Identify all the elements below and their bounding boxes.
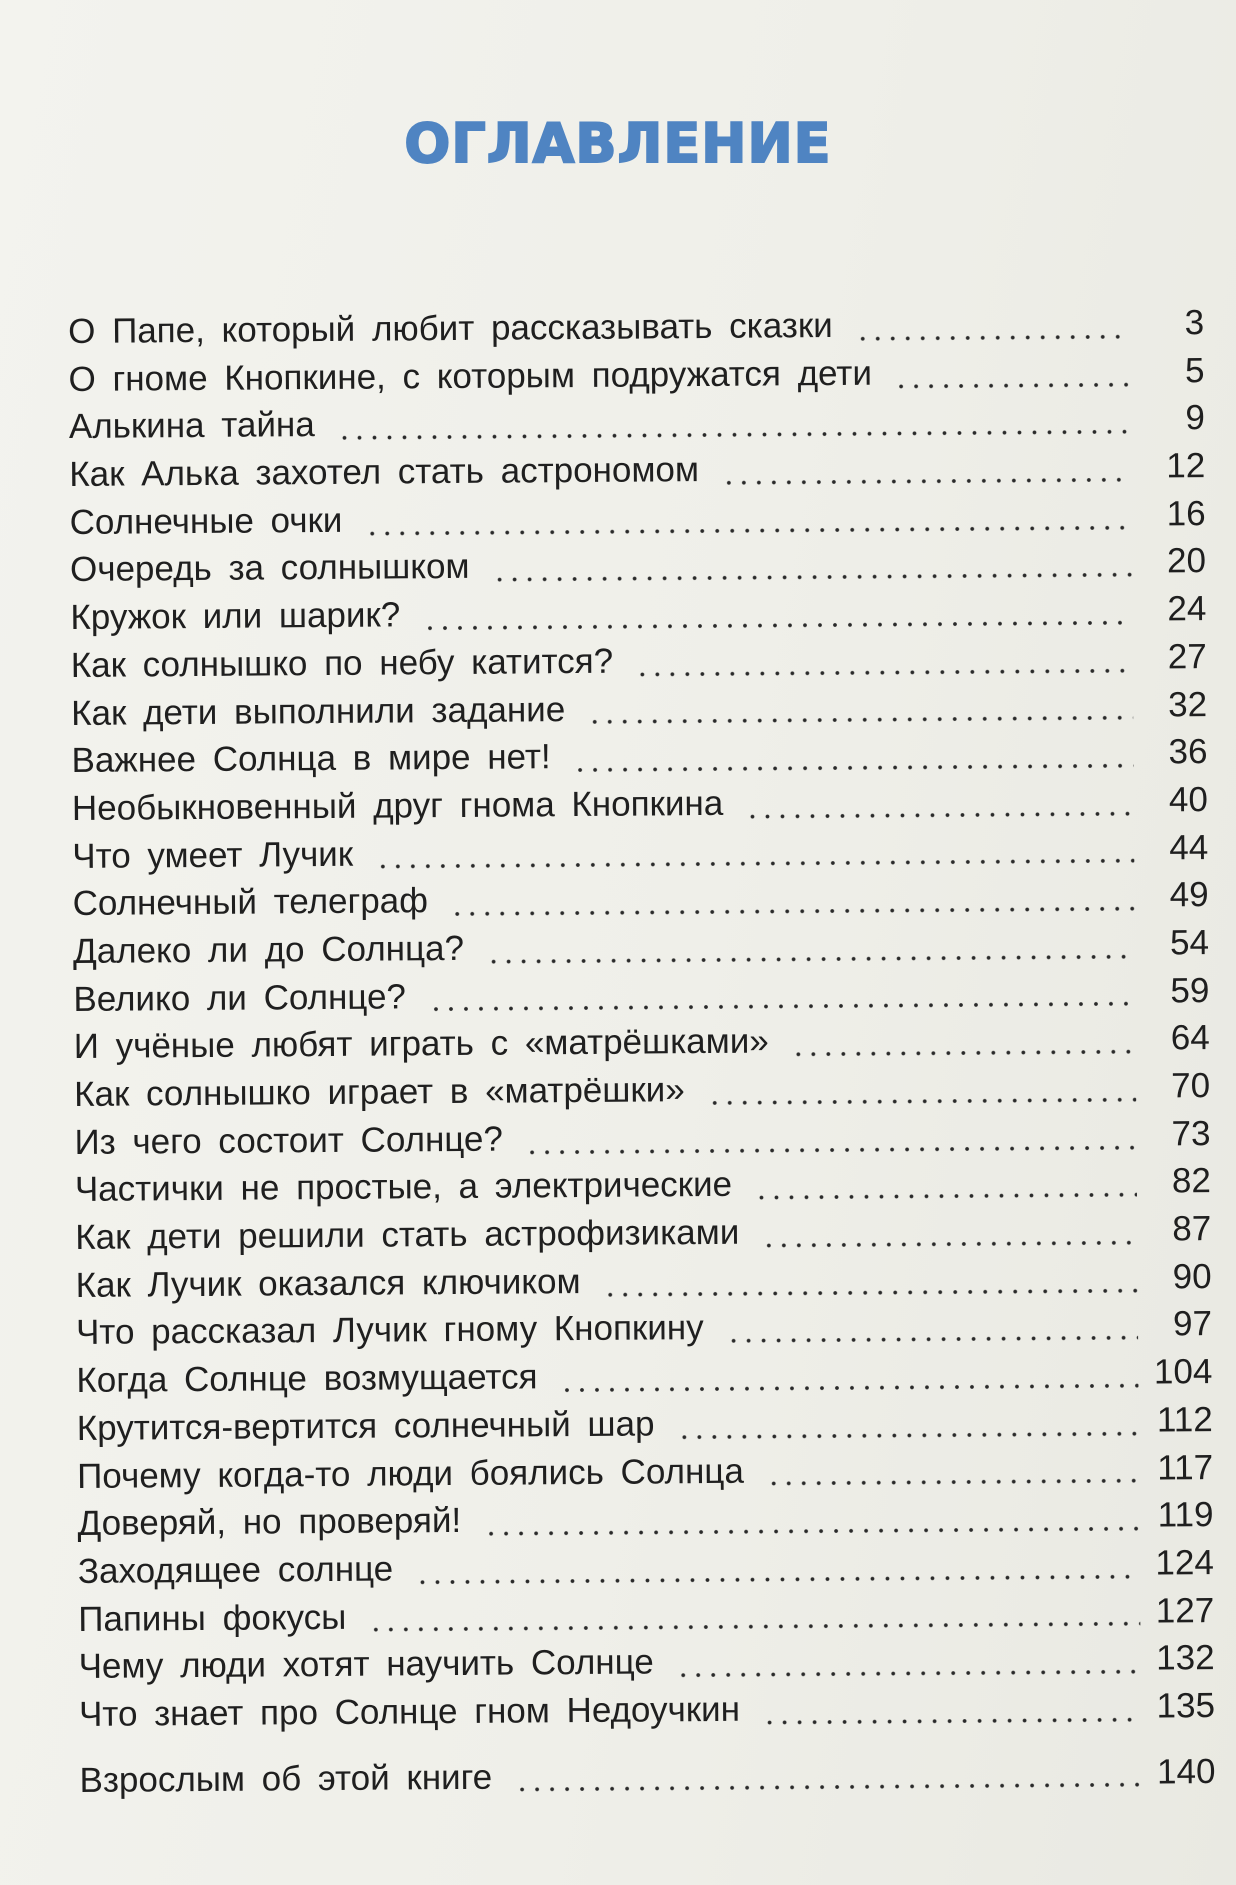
dot-leader	[337, 427, 1131, 443]
toc-entry-page: 44	[1169, 827, 1209, 867]
toc-entry-page: 124	[1155, 1542, 1215, 1583]
toc-entry-title: И учёные любят играть с «матрёшками»	[73, 1021, 769, 1067]
toc-entry-page: 119	[1157, 1495, 1214, 1535]
toc-entry-title: Заходящее солнце	[77, 1549, 394, 1591]
dot-leader	[483, 1524, 1139, 1539]
toc-entry-page: 64	[1170, 1018, 1210, 1058]
dot-leader	[721, 475, 1131, 488]
toc-entry-title: Крутится-вертится солнечный шар	[76, 1404, 655, 1448]
toc-entry	[79, 1686, 1215, 1743]
toc-entry-page: 24	[1167, 589, 1207, 629]
toc-entry-page: 16	[1166, 493, 1206, 534]
toc-entry-page: 140	[1156, 1751, 1216, 1792]
dot-leader	[762, 1714, 1141, 1727]
toc-entry-page: 132	[1156, 1638, 1215, 1678]
toc-entry-title: Солнечный телеграф	[72, 881, 429, 924]
toc-entry-title: Почему когда-то люди боялись Солнца	[76, 1451, 744, 1496]
dot-leader	[525, 1142, 1137, 1157]
toc-entry-title: Алькина тайна	[68, 405, 315, 447]
toc-entry-page: 73	[1171, 1113, 1211, 1154]
toc-entry-page: 97	[1172, 1304, 1213, 1344]
page-title: ОГЛАВЛЕНИЕ	[404, 112, 832, 175]
toc-entry-title: Когда Солнце возмущается	[76, 1357, 538, 1401]
toc-entry-page: 32	[1168, 684, 1208, 724]
toc-entry-page: 59	[1170, 970, 1210, 1010]
toc-entry-page: 5	[1184, 350, 1205, 390]
dot-leader	[486, 951, 1135, 966]
toc-entry-title: Важнее Солнца в мире нет!	[71, 737, 551, 781]
toc-entry-page: 112	[1156, 1399, 1213, 1440]
toc-entry-title: Кружок или шарик?	[70, 595, 401, 638]
toc-entry-title: Как Алька захотел стать астрономом	[69, 450, 700, 495]
dot-leader	[754, 1190, 1137, 1203]
table-of-contents	[68, 303, 1216, 1808]
dot-leader	[707, 1094, 1136, 1107]
dot-leader	[375, 856, 1134, 872]
toc-entry-page: 9	[1185, 398, 1206, 438]
dot-leader	[677, 1428, 1139, 1442]
toc-entry-title: Как дети решили стать астрофизиками	[75, 1212, 740, 1258]
toc-entry-title: Как Лучик оказался ключиком	[75, 1261, 581, 1305]
toc-entry-page: 117	[1157, 1447, 1214, 1487]
toc-entry-title: О гноме Кнопкине, с которым подружатся дети	[68, 353, 873, 399]
toc-entry-title: Из чего состоит Солнце?	[74, 1119, 504, 1162]
dot-leader	[766, 1476, 1139, 1489]
toc-entry-title: Как дети выполнили задание	[70, 689, 566, 733]
toc-entry-page: 40	[1168, 779, 1209, 820]
toc-entry-title: Частички не простые, а электрические	[74, 1165, 733, 1210]
toc-entry-title: Очередь за солнышком	[69, 547, 470, 590]
toc-entry-afterword	[79, 1752, 1215, 1809]
toc-entry-title: Что умеет Лучик	[72, 834, 354, 876]
dot-leader	[761, 1238, 1137, 1251]
dot-leader	[364, 522, 1131, 538]
toc-entry-page: 87	[1172, 1209, 1212, 1249]
dot-leader	[514, 1780, 1142, 1795]
toc-entry-title: Солнечные очки	[69, 500, 343, 542]
toc-entry-title: Далеко ли до Солнца?	[72, 928, 465, 971]
toc-entry-page: 27	[1167, 636, 1207, 677]
toc-entry-page: 20	[1166, 541, 1207, 581]
toc-entry-page: 49	[1169, 875, 1209, 915]
dot-leader	[745, 808, 1134, 821]
dot-leader	[560, 1381, 1139, 1396]
toc-entry-page: 90	[1172, 1256, 1212, 1297]
toc-entry-title: О Папе, который любит рассказывать сказки	[68, 305, 833, 351]
toc-entry-title: Взрослым об этой книге	[79, 1757, 493, 1800]
dot-leader	[422, 618, 1132, 634]
toc-entry-title: Доверяй, но проверяй!	[77, 1501, 462, 1544]
toc-entry-page: 70	[1171, 1066, 1211, 1106]
dot-leader	[368, 1619, 1140, 1635]
toc-entry-title: Что знает про Солнце гном Недоучкин	[78, 1689, 741, 1734]
toc-entry-title: Что рассказал Лучик гному Кнопкину	[75, 1308, 704, 1353]
dot-leader	[676, 1667, 1141, 1681]
dot-leader	[587, 713, 1133, 727]
toc-entry-page: 36	[1168, 732, 1208, 772]
dot-leader	[726, 1333, 1138, 1346]
toc-entry-title: Как солнышко по небу катится?	[70, 641, 614, 685]
toc-entry-title: Папины фокусы	[78, 1597, 347, 1639]
dot-leader	[791, 1047, 1136, 1060]
toc-entry-title: Необыкновенный друг гнома Кнопкина	[71, 783, 724, 828]
toc-entry-page: 12	[1166, 446, 1206, 486]
dot-leader	[492, 570, 1133, 585]
toc-entry-page: 82	[1171, 1161, 1212, 1201]
toc-entry-title: Как солнышко играет в «матрёшки»	[73, 1070, 685, 1114]
toc-entry-title: Чему люди хотят научить Солнце	[78, 1642, 654, 1687]
dot-leader	[450, 904, 1135, 919]
toc-entry-page: 127	[1155, 1590, 1215, 1631]
toc-entry-page: 54	[1169, 922, 1210, 963]
dot-leader	[573, 761, 1134, 775]
toc-entry-page: 104	[1153, 1352, 1213, 1392]
dot-leader	[415, 1571, 1140, 1587]
dot-leader	[855, 332, 1130, 344]
dot-leader	[894, 379, 1131, 391]
toc-entry-page: 3	[1184, 303, 1205, 343]
dot-leader	[428, 999, 1136, 1015]
toc-entry-page: 135	[1156, 1685, 1216, 1726]
dot-leader	[635, 665, 1133, 679]
toc-entry-title: Велико ли Солнце?	[73, 976, 407, 1019]
dot-leader	[603, 1285, 1138, 1299]
